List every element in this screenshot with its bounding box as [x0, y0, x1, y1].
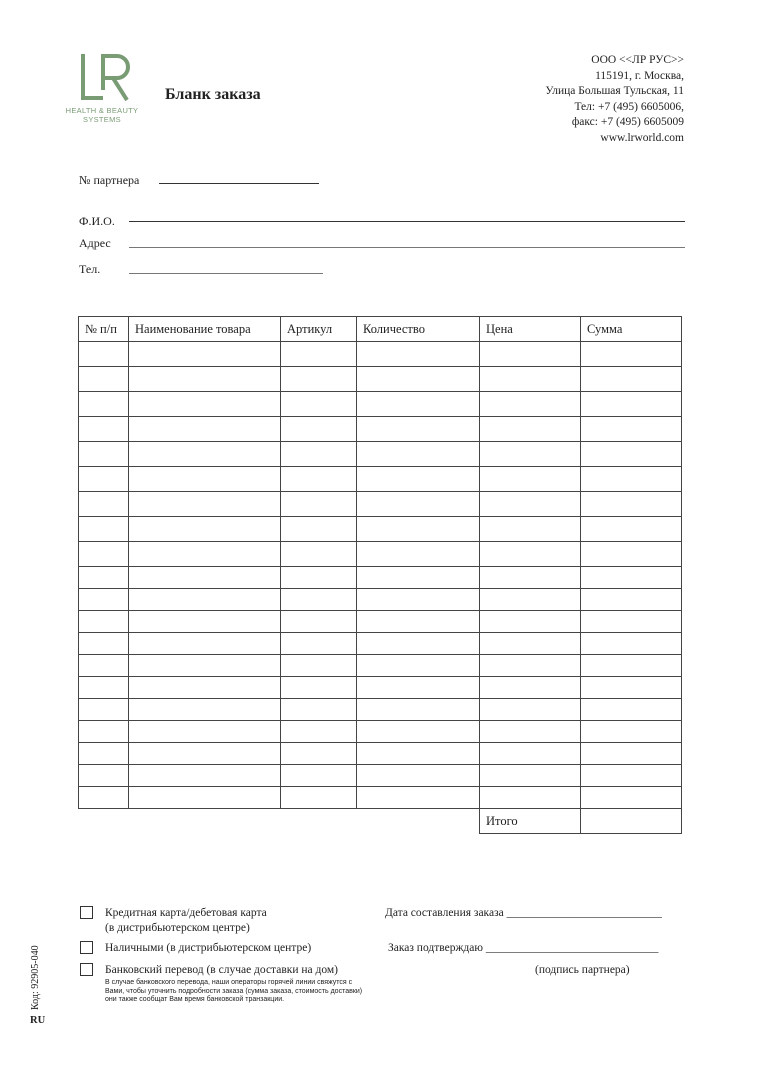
table-cell[interactable]: [357, 442, 480, 467]
table-cell[interactable]: [581, 633, 682, 655]
table-cell[interactable]: [357, 611, 480, 633]
table-cell[interactable]: [581, 342, 682, 367]
company-fax: факс: +7 (495) 6605009: [571, 116, 684, 128]
table-cell[interactable]: [79, 743, 129, 765]
logo-subline-1: HEALTH & BEAUTY: [65, 106, 139, 115]
table-cell[interactable]: [581, 589, 682, 611]
table-cell[interactable]: [581, 787, 682, 809]
table-cell[interactable]: [79, 517, 129, 542]
table-cell[interactable]: [281, 392, 357, 417]
table-cell[interactable]: [581, 542, 682, 567]
table-cell[interactable]: [480, 589, 581, 611]
confirm-row: [388, 941, 658, 956]
table-cell[interactable]: [281, 721, 357, 743]
company-name: ООО <<ЛР РУС>>: [591, 54, 684, 66]
company-phone: Тел: +7 (495) 6605006,: [574, 100, 684, 113]
table-cell[interactable]: [581, 611, 682, 633]
table-cell[interactable]: [129, 467, 281, 492]
order-date-label: Дата составления заказа: [385, 907, 504, 919]
table-cell[interactable]: [129, 542, 281, 567]
table-cell[interactable]: [79, 655, 129, 677]
table-header-row: [79, 317, 682, 342]
table-cell[interactable]: [581, 492, 682, 517]
table-row: [79, 492, 682, 517]
table-row: [79, 743, 682, 765]
phone-field[interactable]: [129, 273, 323, 274]
table-cell[interactable]: [581, 467, 682, 492]
table-cell[interactable]: [79, 467, 129, 492]
table-cell[interactable]: [480, 417, 581, 442]
table-cell[interactable]: [79, 367, 129, 392]
table-cell[interactable]: [129, 442, 281, 467]
table-cell[interactable]: [281, 633, 357, 655]
table-cell[interactable]: [281, 542, 357, 567]
table-row: [79, 392, 682, 417]
table-cell[interactable]: [281, 467, 357, 492]
table-cell[interactable]: [79, 589, 129, 611]
table-cell[interactable]: [281, 655, 357, 677]
table-row: [79, 467, 682, 492]
table-row: [79, 677, 682, 699]
table-row: [79, 542, 682, 567]
table-cell[interactable]: [480, 765, 581, 787]
table-cell[interactable]: [581, 743, 682, 765]
table-row: [79, 367, 682, 392]
table-cell[interactable]: [129, 721, 281, 743]
table-cell[interactable]: [281, 743, 357, 765]
table-cell[interactable]: [581, 417, 682, 442]
card-option: [105, 906, 267, 936]
cash-checkbox[interactable]: [80, 941, 93, 954]
header-price: Цена: [480, 317, 581, 342]
table-cell[interactable]: [281, 567, 357, 589]
confirm-label: Заказ подтверждаю: [388, 942, 483, 954]
table-cell[interactable]: [357, 567, 480, 589]
table-cell[interactable]: [129, 589, 281, 611]
name-label: Ф.И.О.: [79, 214, 115, 228]
table-cell[interactable]: [581, 655, 682, 677]
table-cell[interactable]: [129, 517, 281, 542]
table-row: [79, 417, 682, 442]
table-cell[interactable]: [581, 699, 682, 721]
table-cell[interactable]: [357, 787, 480, 809]
form-code: Код: 92905-040: [30, 945, 41, 1010]
lr-logo-icon: [79, 52, 135, 102]
table-cell[interactable]: [281, 589, 357, 611]
table-cell[interactable]: [79, 721, 129, 743]
table-cell[interactable]: [79, 765, 129, 787]
phone-label: Тел.: [79, 262, 101, 276]
table-cell[interactable]: [480, 467, 581, 492]
header-quantity: Количество: [357, 317, 480, 342]
table-cell[interactable]: [357, 417, 480, 442]
table-cell[interactable]: [129, 677, 281, 699]
table-cell[interactable]: [79, 542, 129, 567]
company-city: 115191, г. Москва,: [595, 69, 684, 82]
company-logo: [62, 52, 142, 124]
language-code: RU: [30, 1015, 46, 1026]
table-cell[interactable]: [129, 787, 281, 809]
table-cell[interactable]: [129, 567, 281, 589]
table-cell[interactable]: [581, 367, 682, 392]
bank-option-label: Банковский перевод (в случае доставки на дом): [105, 964, 338, 976]
table-cell[interactable]: [79, 567, 129, 589]
table-row: [79, 342, 682, 367]
card-option-label: Кредитная карта/дебетовая карта: [105, 907, 267, 919]
table-cell[interactable]: [281, 367, 357, 392]
table-cell[interactable]: [129, 655, 281, 677]
table-cell[interactable]: [129, 392, 281, 417]
table-cell[interactable]: [281, 517, 357, 542]
table-cell[interactable]: [129, 699, 281, 721]
table-row: [79, 589, 682, 611]
table-cell[interactable]: [357, 492, 480, 517]
table-cell[interactable]: [480, 721, 581, 743]
table-cell[interactable]: [480, 542, 581, 567]
partner-number-label: № партнера: [79, 173, 140, 187]
table-cell[interactable]: [357, 467, 480, 492]
cash-option-label: Наличными (в дистрибьютерском центре): [105, 942, 312, 954]
table-cell[interactable]: [357, 542, 480, 567]
table-cell[interactable]: [581, 765, 682, 787]
table-cell[interactable]: [581, 517, 682, 542]
table-row: [79, 699, 682, 721]
table-cell[interactable]: [129, 633, 281, 655]
table-cell[interactable]: [79, 492, 129, 517]
table-cell[interactable]: [129, 765, 281, 787]
table-cell[interactable]: [480, 611, 581, 633]
table-cell[interactable]: [129, 743, 281, 765]
total-spacer: [79, 809, 480, 834]
table-cell[interactable]: [281, 699, 357, 721]
company-street: Улица Большая Тульская, 11: [545, 85, 684, 97]
table-cell[interactable]: [581, 392, 682, 417]
table-cell[interactable]: [79, 699, 129, 721]
table-cell[interactable]: [281, 677, 357, 699]
header-number: № п/п: [79, 317, 129, 342]
table-cell[interactable]: [480, 633, 581, 655]
address-label: Адрес: [79, 236, 111, 250]
table-cell[interactable]: [480, 677, 581, 699]
table-row: [79, 655, 682, 677]
table-cell[interactable]: [281, 492, 357, 517]
header-product-name: Наименование товара: [129, 317, 281, 342]
table-row: [79, 787, 682, 809]
table-row: [79, 633, 682, 655]
table-cell[interactable]: [129, 492, 281, 517]
table-cell[interactable]: [281, 611, 357, 633]
table-row: [79, 442, 682, 467]
table-cell[interactable]: [79, 611, 129, 633]
table-cell[interactable]: [281, 417, 357, 442]
table-cell[interactable]: [129, 367, 281, 392]
table-cell[interactable]: [581, 442, 682, 467]
order-date-row: [385, 906, 662, 921]
logo-subline-2: SYSTEMS: [83, 115, 121, 124]
table-row: [79, 721, 682, 743]
table-row: [79, 567, 682, 589]
order-table: [78, 316, 682, 834]
card-checkbox[interactable]: [80, 906, 93, 919]
name-field[interactable]: [129, 221, 685, 222]
table-cell[interactable]: [357, 392, 480, 417]
address-field[interactable]: [129, 247, 685, 248]
table-cell[interactable]: [79, 392, 129, 417]
table-cell[interactable]: [281, 765, 357, 787]
table-cell[interactable]: [129, 417, 281, 442]
table-cell[interactable]: [357, 721, 480, 743]
table-cell[interactable]: [79, 417, 129, 442]
total-sum-cell[interactable]: [581, 809, 682, 834]
signature-caption: (подпись партнера): [535, 964, 630, 976]
table-cell[interactable]: [480, 699, 581, 721]
company-info: [545, 53, 684, 146]
company-web[interactable]: www.lrworld.com: [600, 131, 684, 144]
table-cell[interactable]: [129, 342, 281, 367]
table-cell[interactable]: [129, 611, 281, 633]
table-cell[interactable]: [480, 367, 581, 392]
page-title: Бланк заказа: [165, 86, 261, 103]
table-cell[interactable]: [357, 367, 480, 392]
header-article: Артикул: [281, 317, 357, 342]
table-cell[interactable]: [480, 392, 581, 417]
table-cell[interactable]: [357, 633, 480, 655]
table-cell[interactable]: [357, 655, 480, 677]
table-cell[interactable]: [480, 342, 581, 367]
table-cell[interactable]: [581, 567, 682, 589]
table-cell[interactable]: [357, 699, 480, 721]
table-cell[interactable]: [79, 342, 129, 367]
table-row: [79, 611, 682, 633]
bank-checkbox[interactable]: [80, 963, 93, 976]
table-cell[interactable]: [357, 743, 480, 765]
table-cell[interactable]: [79, 677, 129, 699]
order-date-field[interactable]: ___________________________: [506, 907, 662, 919]
table-cell[interactable]: [480, 567, 581, 589]
table-cell[interactable]: [357, 589, 480, 611]
table-cell[interactable]: [357, 677, 480, 699]
table-cell[interactable]: [581, 677, 682, 699]
table-cell[interactable]: [357, 517, 480, 542]
signature-field[interactable]: ______________________________: [485, 942, 659, 954]
table-cell[interactable]: [480, 517, 581, 542]
table-cell[interactable]: [357, 765, 480, 787]
bank-transfer-note: В случае банковского перевода, наши операторы горячей линии свяжутся с Вами, чтобы уточнить подробности заказа (сумма заказа, стоимость доставки) они также сообщат Вам время банковской транзакции.: [105, 979, 363, 1003]
card-option-note: (в дистрибьютерском центре): [105, 922, 250, 934]
table-cell[interactable]: [79, 442, 129, 467]
table-cell[interactable]: [357, 342, 480, 367]
table-cell[interactable]: [79, 787, 129, 809]
table-row: [79, 517, 682, 542]
total-row: [79, 809, 682, 834]
table-cell[interactable]: [480, 442, 581, 467]
table-cell[interactable]: [281, 442, 357, 467]
table-cell[interactable]: [79, 633, 129, 655]
table-cell[interactable]: [480, 655, 581, 677]
table-row: [79, 765, 682, 787]
table-cell[interactable]: [480, 743, 581, 765]
partner-number-field[interactable]: [159, 183, 319, 184]
table-cell[interactable]: [281, 787, 357, 809]
table-cell[interactable]: [581, 721, 682, 743]
table-cell[interactable]: [480, 492, 581, 517]
table-cell[interactable]: [281, 342, 357, 367]
table-cell[interactable]: [480, 787, 581, 809]
total-label: Итого: [480, 809, 581, 834]
header-sum: Сумма: [581, 317, 682, 342]
